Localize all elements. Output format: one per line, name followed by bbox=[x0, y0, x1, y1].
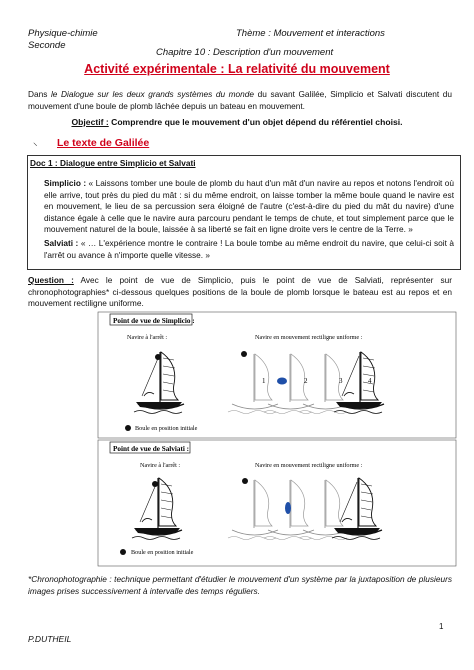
page-number: 1 bbox=[439, 622, 444, 631]
fig2-ball-moving bbox=[242, 478, 248, 484]
fig2-right-caption: Navire en mouvement rectiligne uniforme : bbox=[255, 462, 363, 469]
fig2-ball-marker bbox=[285, 502, 291, 514]
header-level: Seconde bbox=[28, 40, 66, 51]
intro-paragraph: Dans le Dialogue sur les deux grands systèmes du monde du savant Galilée, Simplicio et Salvati discutent du mouvement d'une boule de plomb lâchée depuis un bateau en mouvement. bbox=[28, 89, 453, 111]
fig1-legend: Boule en position initiale bbox=[135, 425, 198, 432]
fig1-number-4: 4 bbox=[368, 377, 372, 385]
fig2-legend: Boule en position initiale bbox=[131, 549, 194, 556]
page-title: Activité expérimentale : La relativité du mouvement bbox=[84, 62, 390, 76]
fig1-right-caption: Navire en mouvement rectiligne uniforme : bbox=[255, 334, 363, 341]
fig1-ball-marker bbox=[277, 378, 287, 385]
fig1-left-caption: Navire à l'arrêt : bbox=[127, 334, 168, 341]
fig2-label: Point de vue de Salviati : bbox=[113, 445, 190, 453]
header-chapter: Chapitre 10 : Description d'un mouvement bbox=[156, 47, 334, 58]
objective: Objectif : Comprendre que le mouvement d'un objet dépend du référentiel choisi. bbox=[71, 117, 403, 127]
doc-title: Doc 1 : Dialogue entre Simplicio et Salvati bbox=[30, 158, 196, 168]
fig1-legend-dot bbox=[125, 425, 131, 431]
fig1-number-3: 3 bbox=[339, 377, 343, 385]
salviati-quote: Salviati : « … L'expérience montre le contraire ! La boule tombe au même endroit du navire, que celui-ci soit à l'arrêt ou avance à n'importe quelle vitesse. » bbox=[44, 238, 455, 260]
header-subject: Physique-chimie bbox=[28, 28, 98, 39]
fig1-ball-moving bbox=[241, 351, 247, 357]
header-theme: Thème : Mouvement et interactions bbox=[236, 28, 385, 39]
footnote: *Chronophotographie : technique permettant d'étudier le mouvement d'un système par la juxtaposition de plusieurs images prises successivement à intervalle des temps réguliers. bbox=[28, 574, 452, 596]
fig2-legend-dot bbox=[120, 549, 126, 555]
fig1-number-1: 1 bbox=[262, 377, 266, 385]
fig1-ball-initial bbox=[155, 354, 161, 360]
fig1-label: Point de vue de Simplicio : bbox=[113, 317, 195, 325]
author: P.DUTHEIL bbox=[28, 634, 72, 644]
fig1-boat-at-rest bbox=[134, 352, 184, 414]
fig2-left-caption: Navire à l'arrêt : bbox=[140, 462, 181, 469]
fig1-number-2: 2 bbox=[304, 377, 308, 385]
section-bullet: ⸌ bbox=[33, 141, 38, 151]
section-title: Le texte de Galilée bbox=[57, 137, 150, 149]
fig2-boat-at-rest bbox=[132, 478, 182, 540]
question: Question : Avec le point de vue de Simplicio, puis le point de vue de Salviati, représenter sur chronophotographies* ci-dessous quelques positions de la boule de plomb lorsque le bateau est au repos et en mouvement rectiligne uniforme. bbox=[28, 275, 452, 308]
simplicio-quote: Simplicio : « Laissons tomber une boule de plomb du haut d'un mât d'un navire au repos et notons l'endroit où elle arrive, tout près du pied du mât : si du même endroit, on laisse tomber la même boule quand le navire est en mouvement, le lieu de sa percussion sera éloigné de l'autre (c'est-à-dire du pied du mât du navire) d'une distance égale à celle que le navire aura parcouru pendant le temps de chute, et tout simplement parce que le mouvement naturel de la boule, laissée à sa liberté se fait en ligne droite vers le centre de la Terre. » bbox=[44, 178, 455, 234]
fig2-ball-initial bbox=[152, 481, 158, 487]
